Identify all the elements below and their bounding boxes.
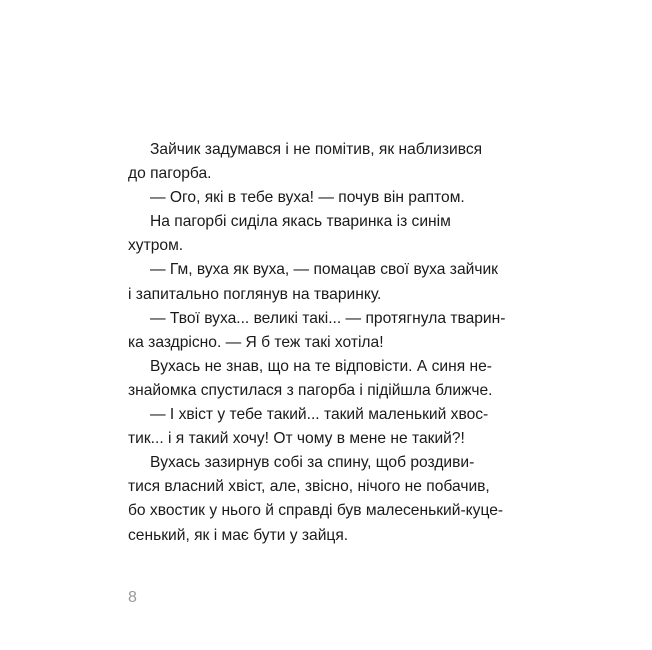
text-line: тися власний хвіст, але, звісно, нічого не побачив, xyxy=(128,478,490,496)
text-line: хутром. xyxy=(128,237,184,255)
text-line: — І хвіст у тебе такий... такий маленький хвос- xyxy=(150,406,489,424)
text-line: Вухась зазирнув собі за спину, щоб роздиви- xyxy=(150,454,475,472)
text-line: і запитально поглянув на тваринку. xyxy=(128,285,382,303)
text-line: сенький, як і має бути у зайця. xyxy=(128,526,349,544)
text-line: Вухась не знав, що на те відповісти. А синя не- xyxy=(150,357,492,375)
text-line: — Твої вуха... великі такі... — протягнула тварин- xyxy=(150,309,506,327)
text-line: тик... і я такий хочу! От чому в мене не такий?! xyxy=(128,430,465,448)
text-line: — Гм, вуха як вуха, — помацав свої вуха зайчик xyxy=(150,261,498,279)
text-line: Зайчик задумався і не помітив, як наблизився xyxy=(150,141,483,158)
story-text xyxy=(128,138,528,548)
page-number: 8 xyxy=(128,589,137,606)
text-line: На пагорбі сиділа якась тваринка із синім xyxy=(150,213,451,231)
text-line: до пагорба. xyxy=(128,165,212,183)
text-line: знайомка спустилася з пагорба і підійшла ближче. xyxy=(128,381,493,399)
text-line: бо хвостик у нього й справді був малесенький-куце- xyxy=(128,502,504,520)
text-line: ка заздрісно. — Я б теж такі хотіла! xyxy=(128,333,384,351)
text-line: — Ого, які в тебе вуха! — почув він раптом. xyxy=(150,189,465,207)
